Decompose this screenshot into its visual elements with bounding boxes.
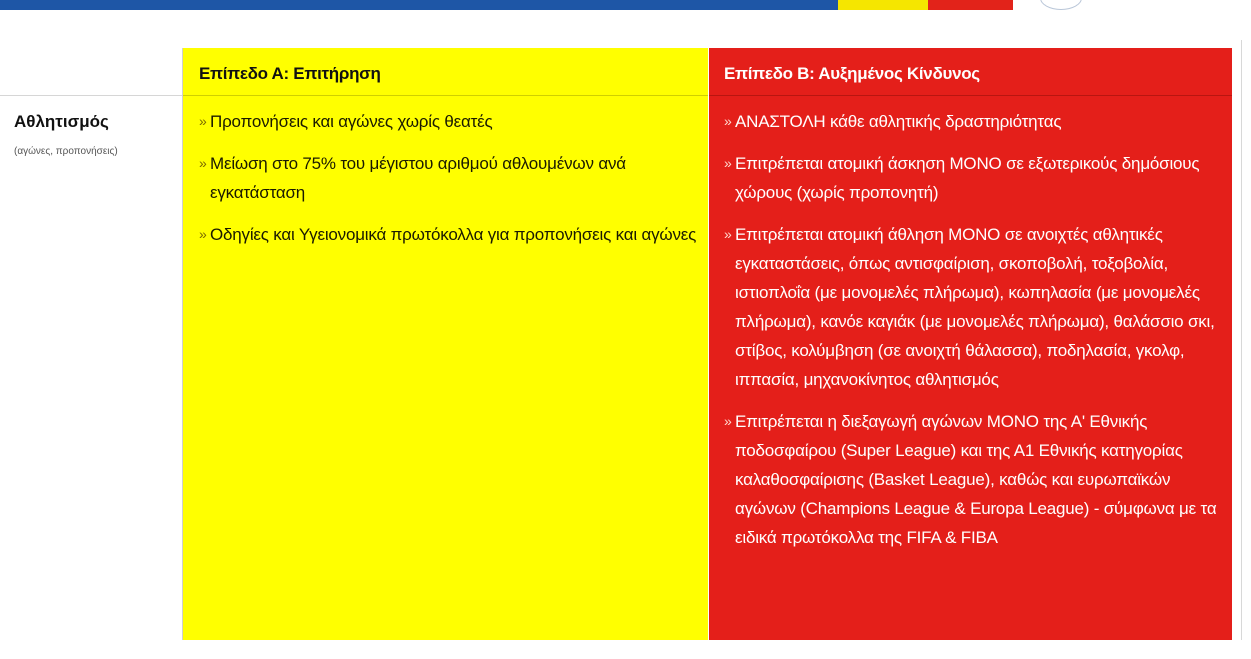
list-item-text: Επιτρέπεται ατομική άσκηση ΜΟΝΟ σε εξωτερικούς δημόσιους χώρους (χωρίς προπονητή) (735, 154, 1200, 202)
bullet-icon: » (724, 226, 732, 242)
level-a-header-divider (183, 95, 708, 96)
list-item (724, 220, 1224, 394)
top-bar-blue (0, 0, 838, 10)
bullet-icon: » (724, 113, 732, 129)
level-b-header-divider (709, 95, 1232, 96)
level-a-measures-list (199, 107, 704, 262)
list-item (724, 149, 1224, 207)
row-subtitle: (αγώνες, προπονήσεις) (14, 146, 118, 157)
list-item (199, 107, 704, 136)
bullet-icon: » (199, 226, 207, 242)
list-item (724, 407, 1224, 552)
bullet-icon: » (199, 113, 207, 129)
logo-emblem-icon (1040, 0, 1082, 10)
bullet-icon: » (199, 155, 207, 171)
list-item (199, 149, 704, 207)
bullet-icon: » (724, 155, 732, 171)
row-title: Αθλητισμός (14, 112, 109, 131)
list-item-text: Οδηγίες και Υγειονομικά πρωτόκολλα για προπονήσεις και αγώνες (210, 225, 697, 244)
list-item (724, 107, 1224, 136)
list-item (199, 220, 704, 249)
level-b-header: Επίπεδο Β: Αυξημένος Κίνδυνος (724, 64, 980, 83)
level-b-measures-list (724, 107, 1224, 565)
list-item-text: Επιτρέπεται η διεξαγωγή αγώνων ΜΟΝΟ της Α' Εθνικής ποδοσφαίρου (Super League) και της Α1 Εθνικής κατηγορίας καλαθοσφαίρισης (Basket League), καθώς και ευρωπαϊκών αγώνων (Champions League & Europa League) - σύμφωνα με τα ειδικά πρωτόκολλα της FIFA & FIBA (735, 412, 1217, 547)
bullet-icon: » (724, 413, 732, 429)
list-item-text: ΑΝΑΣΤΟΛΗ κάθε αθλητικής δραστηριότητας (735, 112, 1062, 131)
level-a-header: Επίπεδο Α: Επιτήρηση (199, 64, 381, 83)
list-item-text: Επιτρέπεται ατομική άθληση ΜΟΝΟ σε ανοιχτές αθλητικές εγκαταστάσεις, όπως αντισφαίριση, σκοποβολή, τοξοβολία, ιστιοπλοΐα (με μονομελές πλήρωμα), κωπηλασία (με μονομελές πλήρωμα), κανόε καγιάκ (με μονομελές πλήρωμα), θαλάσσιο σκι, στίβος, κολύμβηση (σε ανοιχτή θάλασσα), ποδηλασία, γκολφ, ιππασία, μηχανοκίνητος αθλητισμός (735, 225, 1215, 389)
header-divider (0, 95, 182, 96)
page-edge-divider (1241, 40, 1242, 640)
list-item-text: Προπονήσεις και αγώνες χωρίς θεατές (210, 112, 493, 131)
top-bar-red (928, 0, 1013, 10)
row-label-column (0, 48, 183, 640)
list-item-text: Μείωση στο 75% του μέγιστου αριθμού αθλουμένων ανά εγκατάσταση (210, 154, 626, 202)
top-bar-yellow (838, 0, 928, 10)
